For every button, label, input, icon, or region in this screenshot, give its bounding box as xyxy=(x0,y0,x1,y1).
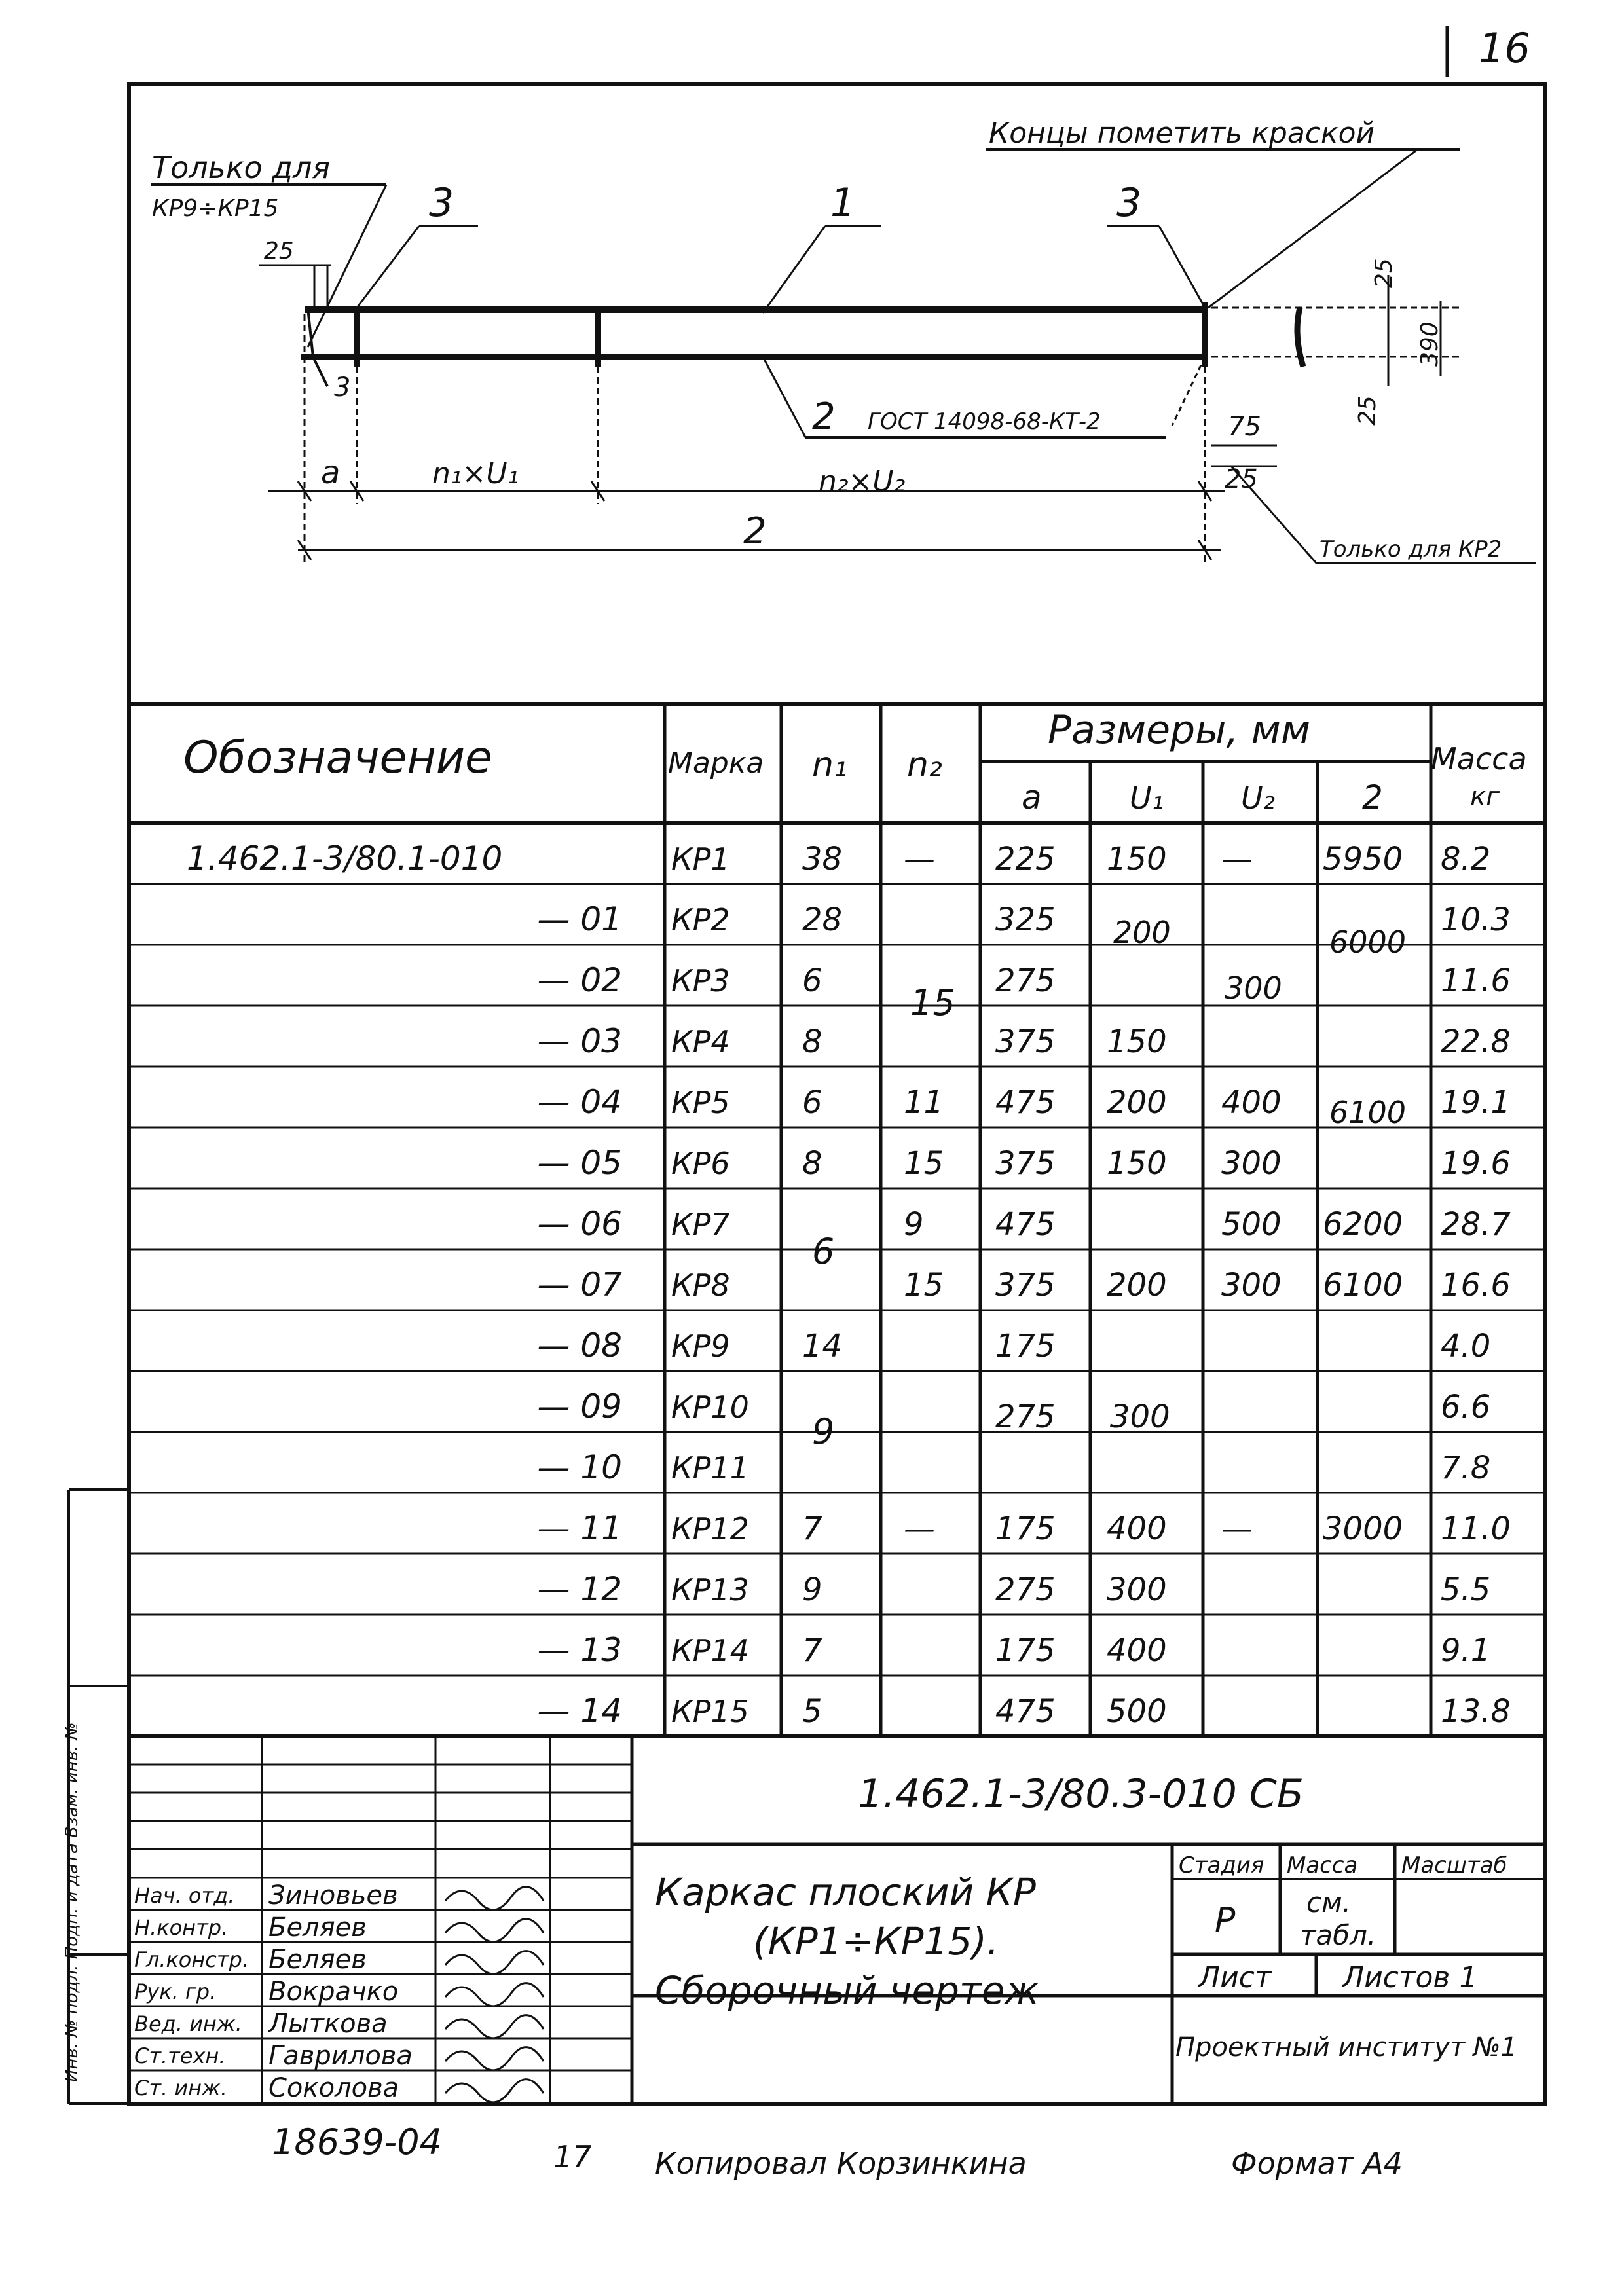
cell-l: 6100 xyxy=(1323,1267,1403,1304)
header-sizes: Размеры, мм xyxy=(1048,707,1311,753)
cell-mass: 13.8 xyxy=(1441,1693,1511,1730)
cell-u1: 150 xyxy=(1107,1145,1167,1182)
cell-mark: КР3 xyxy=(671,963,730,999)
cell-mark: КР4 xyxy=(671,1024,730,1059)
header-u2: U₂ xyxy=(1241,780,1276,816)
role-name: Вокрачко xyxy=(268,1977,399,2007)
dim-25-top: 25 xyxy=(1371,258,1397,288)
gost-label: ГОСТ 14098-68-КТ-2 xyxy=(868,409,1101,435)
cell-des: — 05 xyxy=(537,1144,622,1182)
callout-3-small: 3 xyxy=(334,373,351,403)
signature-icon xyxy=(445,1983,544,2006)
cell-n2: 9 xyxy=(904,1206,924,1243)
cell-n1: 8 xyxy=(802,1145,822,1182)
dim-n2u2: n₂×U₂ xyxy=(819,465,906,498)
cell-a: 475 xyxy=(995,1084,1056,1121)
spec-table-body xyxy=(187,839,1511,1730)
cell-n1: 8 xyxy=(802,1023,822,1060)
cell-n1: 28 xyxy=(802,902,843,938)
cell-des: — 04 xyxy=(537,1083,622,1121)
cell-mass: 4.0 xyxy=(1441,1328,1491,1365)
callout-3-right: 3 xyxy=(1116,180,1142,226)
cell-u2: 500 xyxy=(1221,1206,1282,1243)
sheets-label: Листов 1 xyxy=(1342,1961,1478,1994)
signature-icon xyxy=(445,1951,544,1974)
merged-u2-300: 300 xyxy=(1225,970,1282,1006)
org-name: Проектный институт №1 xyxy=(1175,2032,1517,2062)
cell-u1: 150 xyxy=(1107,841,1167,877)
merged-u1-200: 200 xyxy=(1113,915,1171,950)
sheet-label: Лист xyxy=(1198,1961,1272,1994)
dim-25-right: 25 xyxy=(1225,464,1258,494)
cell-mark: КР8 xyxy=(671,1268,730,1303)
header-mass: Масса xyxy=(1431,741,1527,777)
cell-a: 275 xyxy=(995,962,1056,999)
doc-code: 1.462.1-3/80.3-010 СБ xyxy=(858,1771,1304,1817)
cell-u2: — xyxy=(1221,841,1253,877)
cell-u1: 200 xyxy=(1107,1084,1167,1121)
cell-des: — 07 xyxy=(537,1266,622,1304)
cell-mark: КР13 xyxy=(671,1572,749,1607)
cell-mass: 11.0 xyxy=(1441,1511,1511,1547)
only-for-kp2: Только для КР2 xyxy=(1320,536,1502,562)
note-ends: Концы пометить краской xyxy=(989,117,1375,150)
cell-des: — 13 xyxy=(537,1631,622,1669)
cell-u1: 400 xyxy=(1107,1511,1167,1547)
signature-icon xyxy=(445,2015,544,2038)
cell-n2: 15 xyxy=(904,1145,944,1182)
cell-a: 475 xyxy=(995,1693,1056,1730)
side-strip-text: Инв. № подл. Подп. и дата Взам. инв. № xyxy=(62,1722,82,2082)
cell-mass: 16.6 xyxy=(1441,1267,1511,1304)
stage-value: Р xyxy=(1215,1901,1236,1940)
cell-n1: 5 xyxy=(802,1693,822,1730)
cell-des: — 08 xyxy=(537,1327,622,1365)
role-name: Беляев xyxy=(268,1913,367,1943)
stage-label: Стадия xyxy=(1179,1852,1264,1878)
cell-des: — 10 xyxy=(537,1448,622,1486)
cell-mark: КР2 xyxy=(671,902,730,938)
footer-format: Формат А4 xyxy=(1231,2146,1403,2181)
dim-25-left: 25 xyxy=(264,238,294,265)
cell-n1: 38 xyxy=(802,841,843,877)
role-name: Беляев xyxy=(268,1945,367,1975)
mass-label: Масса xyxy=(1287,1852,1358,1878)
cell-n2: 15 xyxy=(904,1267,944,1304)
cell-mass: 11.6 xyxy=(1441,962,1511,999)
cell-mass: 19.1 xyxy=(1441,1084,1511,1121)
cell-des: 1.462.1-3/80.1-010 xyxy=(187,839,503,877)
role-name: Зиновьев xyxy=(268,1880,398,1911)
title-line-3: Сборочный чертеж xyxy=(655,1968,1039,2013)
header-u1: U₁ xyxy=(1130,780,1164,816)
header-n1: n₁ xyxy=(812,745,847,784)
role-label: Ст.техн. xyxy=(134,2043,226,2068)
cell-des: — 01 xyxy=(537,900,622,938)
cell-a: 175 xyxy=(995,1328,1056,1365)
callout-1: 1 xyxy=(830,180,856,226)
cell-l: 5950 xyxy=(1323,841,1403,877)
cell-n1: 6 xyxy=(802,962,822,999)
mass-value-1: см. xyxy=(1306,1886,1352,1918)
header-mark: Марка xyxy=(668,746,764,780)
signature-icon xyxy=(445,1887,544,1910)
merged-l-6000: 6000 xyxy=(1329,925,1407,960)
cell-mark: КР5 xyxy=(671,1085,730,1120)
cell-n2: — xyxy=(904,841,935,877)
cell-n1: 9 xyxy=(802,1571,822,1608)
header-l: 2 xyxy=(1362,779,1383,816)
cell-mass: 9.1 xyxy=(1441,1632,1491,1669)
cell-u2: 300 xyxy=(1221,1145,1282,1182)
role-label: Вед. инж. xyxy=(134,2011,242,2036)
cell-mass: 22.8 xyxy=(1441,1023,1511,1060)
cell-mass: 5.5 xyxy=(1441,1571,1491,1608)
cell-mark: КР14 xyxy=(671,1633,749,1668)
merged-n1-6: 6 xyxy=(812,1231,835,1272)
cell-u1: 150 xyxy=(1107,1023,1167,1060)
cell-a: 375 xyxy=(995,1267,1056,1304)
cell-mark: КР15 xyxy=(671,1694,749,1729)
sheet-number: 16 xyxy=(1479,24,1530,72)
cell-mass: 10.3 xyxy=(1441,902,1511,938)
scale-label: Масштаб xyxy=(1401,1852,1507,1878)
cell-a: 175 xyxy=(995,1632,1056,1669)
cell-mass: 7.8 xyxy=(1441,1450,1491,1486)
header-a: a xyxy=(1022,779,1042,816)
cell-n1: 7 xyxy=(802,1511,822,1547)
merged-n2-15: 15 xyxy=(910,982,955,1023)
cell-a: 275 xyxy=(995,1571,1056,1608)
note-only-for-range: КР9÷КР15 xyxy=(152,195,279,222)
cell-a: 325 xyxy=(995,902,1056,938)
cell-u1: 500 xyxy=(1107,1693,1167,1730)
dim-390: 390 xyxy=(1416,321,1443,367)
cell-n2: — xyxy=(904,1511,935,1547)
footer-copied: Копировал Корзинкина xyxy=(655,2146,1027,2181)
role-label: Н.контр. xyxy=(134,1915,229,1940)
cell-mass: 6.6 xyxy=(1441,1389,1491,1425)
role-name: Гаврилова xyxy=(268,2041,413,2071)
merged-l-6100: 6100 xyxy=(1329,1095,1407,1130)
footer-num: 17 xyxy=(553,2139,592,2174)
cell-u2: 300 xyxy=(1221,1267,1282,1304)
cell-u1: 200 xyxy=(1107,1267,1167,1304)
cell-u2: — xyxy=(1221,1511,1253,1547)
cell-u1: 400 xyxy=(1107,1632,1167,1669)
cell-a: 375 xyxy=(995,1145,1056,1182)
cell-n1: 7 xyxy=(802,1632,822,1669)
callout-3-left: 3 xyxy=(429,180,454,226)
cell-l: 3000 xyxy=(1323,1511,1403,1547)
cell-des: — 11 xyxy=(537,1509,622,1547)
dim-a: a xyxy=(321,454,341,491)
role-label: Гл.констр. xyxy=(134,1947,249,1972)
cell-u1: 300 xyxy=(1107,1571,1167,1608)
role-label: Рук. гр. xyxy=(134,1979,217,2004)
cell-a: 375 xyxy=(995,1023,1056,1060)
dim-75: 75 xyxy=(1228,412,1261,442)
cell-mark: КР9 xyxy=(671,1328,730,1364)
title-line-2: (КР1÷КР15). xyxy=(753,1919,999,1964)
cell-des: — 02 xyxy=(537,961,622,999)
mass-value-2: табл. xyxy=(1300,1919,1376,1951)
header-designation: Обозначение xyxy=(183,732,492,784)
callout-2: 2 xyxy=(812,395,836,438)
cell-a: 475 xyxy=(995,1206,1056,1243)
signature-icon xyxy=(445,1919,544,1942)
title-block-text xyxy=(655,1771,1517,2062)
note-only-for: Только для xyxy=(152,150,331,185)
cell-des: — 12 xyxy=(537,1570,622,1608)
cell-n1: 6 xyxy=(802,1084,822,1121)
header-mass-unit: кг xyxy=(1470,782,1500,812)
cell-des: — 09 xyxy=(537,1387,622,1425)
signature-icon xyxy=(445,2080,544,2102)
cell-mark: КР7 xyxy=(671,1207,730,1242)
merged-n1-9: 9 xyxy=(812,1411,835,1452)
merged-u1-300: 300 xyxy=(1110,1399,1170,1435)
signature-icon xyxy=(445,2047,544,2070)
cell-l: 6200 xyxy=(1323,1206,1403,1243)
role-label: Ст. инж. xyxy=(134,2076,228,2100)
cell-n1: 14 xyxy=(802,1328,843,1365)
cell-mark: КР10 xyxy=(671,1389,749,1425)
cell-des: — 14 xyxy=(537,1692,622,1730)
role-label: Нач. отд. xyxy=(134,1883,235,1908)
title-line-1: Каркас плоский КР xyxy=(655,1870,1036,1915)
cell-mark: КР1 xyxy=(671,841,730,877)
cell-mass: 28.7 xyxy=(1441,1206,1511,1243)
cell-mark: КР12 xyxy=(671,1511,749,1547)
cell-mass: 19.6 xyxy=(1441,1145,1511,1182)
dim-25-bot: 25 xyxy=(1354,395,1381,426)
dim-l: 2 xyxy=(743,510,767,553)
role-name: Лыткова xyxy=(268,2009,388,2039)
role-name: Соколова xyxy=(268,2073,399,2103)
cell-n2: 11 xyxy=(904,1084,944,1121)
cell-des: — 03 xyxy=(537,1022,622,1060)
dim-n1u1: n₁×U₁ xyxy=(432,457,519,490)
cell-a: 175 xyxy=(995,1511,1056,1547)
merged-a-275: 275 xyxy=(995,1399,1056,1435)
cell-mark: КР6 xyxy=(671,1146,730,1181)
cell-mass: 8.2 xyxy=(1441,841,1491,877)
header-n2: n₂ xyxy=(907,745,942,784)
cell-des: — 06 xyxy=(537,1205,622,1243)
footer xyxy=(272,2121,1403,2181)
cell-mark: КР11 xyxy=(671,1450,749,1486)
cell-u2: 400 xyxy=(1221,1084,1282,1121)
cell-a: 225 xyxy=(995,841,1056,877)
footer-inv: 18639-04 xyxy=(272,2121,442,2163)
